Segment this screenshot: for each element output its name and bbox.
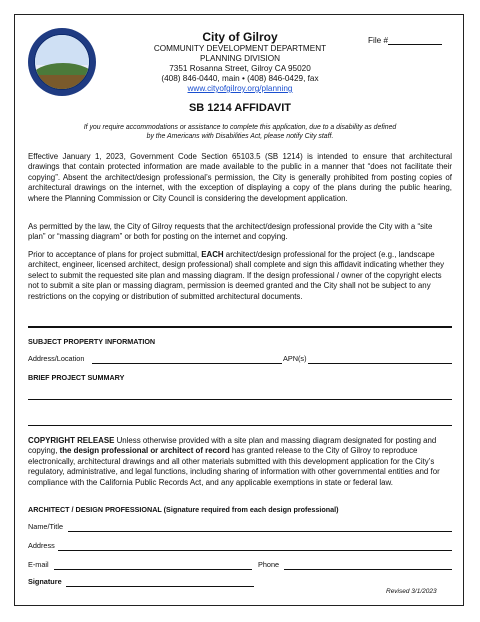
copyright-bold: COPYRIGHT RELEASE	[28, 436, 115, 445]
address-label: Address/Location	[28, 354, 85, 363]
file-label: File #	[368, 36, 389, 45]
apn-label: APN(s)	[283, 354, 307, 363]
phone-line: (408) 846-0440, main • (408) 846-0429, fax	[161, 74, 319, 83]
arch-address-input[interactable]	[58, 549, 452, 551]
copyright-bold2: the design professional or architect of record	[59, 446, 230, 456]
apn-input[interactable]	[308, 362, 452, 364]
para3-before: Prior to acceptance of plans for project submittal,	[28, 250, 202, 259]
copyright-mid: Unless otherwise provided with a site plan and massing diagram designated for posting and copying,	[28, 436, 437, 456]
dept-name: COMMUNITY DEVELOPMENT DEPARTMENT	[153, 44, 327, 53]
email-input[interactable]	[54, 568, 252, 570]
revised-date: Revised 3/1/2023	[386, 588, 437, 595]
address-line: 7351 Rosanna Street, Gilroy CA 95020	[169, 64, 311, 73]
signature-label: Signature	[28, 577, 62, 586]
paragraph-prior	[28, 250, 452, 302]
copyright-paragraph	[28, 436, 452, 488]
subject-heading: SUBJECT PROPERTY INFORMATION	[28, 337, 156, 346]
name-label: Name/Title	[28, 522, 64, 531]
address2-label: Address	[28, 541, 55, 550]
accommodation-note: If you require accommodations or assistance to complete this application, due to a disability as defined by the Americans with Disabilities Act, please notify City staff.	[83, 124, 397, 141]
paragraph-effective: Effective January 1, 2023, Government Code Section 65103.5 (SB 1214) is intended to ensure that architectural drawings that contain protected information are made available to the public in a manner that “does not facilitate their copying”. Absent the architect/design professional’s permission, the City is generally prohibited from posting copies of architectural drawings on the internet, with the exception of displaying a copy of the plans during the public hearing, where the Planning Commission or City Council is considering the development application.	[28, 152, 452, 203]
paragraph-permitted: As permitted by the law, the City of Gilroy requests that the architect/design professional provide the City with a “site plan” or “massing diagram” or both for posting on the internet and copying.	[28, 222, 433, 242]
para3-after: architect/design professional for the project (e.g., landscape architect, engineer, licensed architect, design professional) shall complete and sign this affidavit indicating whether they select to submit the requested site plan and massing diagram. If the design professional / owner of the copyright elects not to submit a site plan or massing diagram, permission is deemed granted and the City shall not be subject to any restrictions on the copying or distribution of submitted architectural documents.	[28, 250, 445, 301]
division-name: PLANNING DIVISION	[199, 54, 281, 63]
org-name: City of Gilroy	[202, 30, 278, 44]
arch-heading: ARCHITECT / DESIGN PROFESSIONAL (Signature required from each design professional)	[28, 505, 339, 514]
form-title: SB 1214 AFFIDAVIT	[188, 102, 292, 114]
summary-input-line-1[interactable]	[28, 398, 452, 400]
phone-input[interactable]	[284, 568, 452, 570]
city-seal-logo	[28, 28, 96, 96]
summary-input-line-2[interactable]	[28, 424, 452, 426]
file-number-input[interactable]	[388, 36, 442, 45]
name-title-input[interactable]	[68, 530, 452, 532]
copyright-rest: has granted release to the City of Gilroy to reproduce electronically, architectural drawings and all other materials submitted with this development application for the City’s regulatory, administrative, and legal functions, including sharing of information with other governmental entities and for compliance with the California Public Records Act, and any applicable exemptions in state or federal law.	[28, 446, 440, 487]
phone-label: Phone	[258, 560, 280, 569]
signature-input[interactable]	[66, 585, 254, 587]
email-label: E-mail	[28, 560, 49, 569]
brief-heading: BRIEF PROJECT SUMMARY	[28, 373, 125, 382]
divider	[28, 326, 452, 328]
para3-bold: EACH	[201, 250, 224, 259]
address-location-input[interactable]	[92, 362, 282, 364]
file-number-field[interactable]	[368, 36, 442, 45]
website-link[interactable]: www.cityofgilroy.org/planning	[187, 84, 293, 93]
